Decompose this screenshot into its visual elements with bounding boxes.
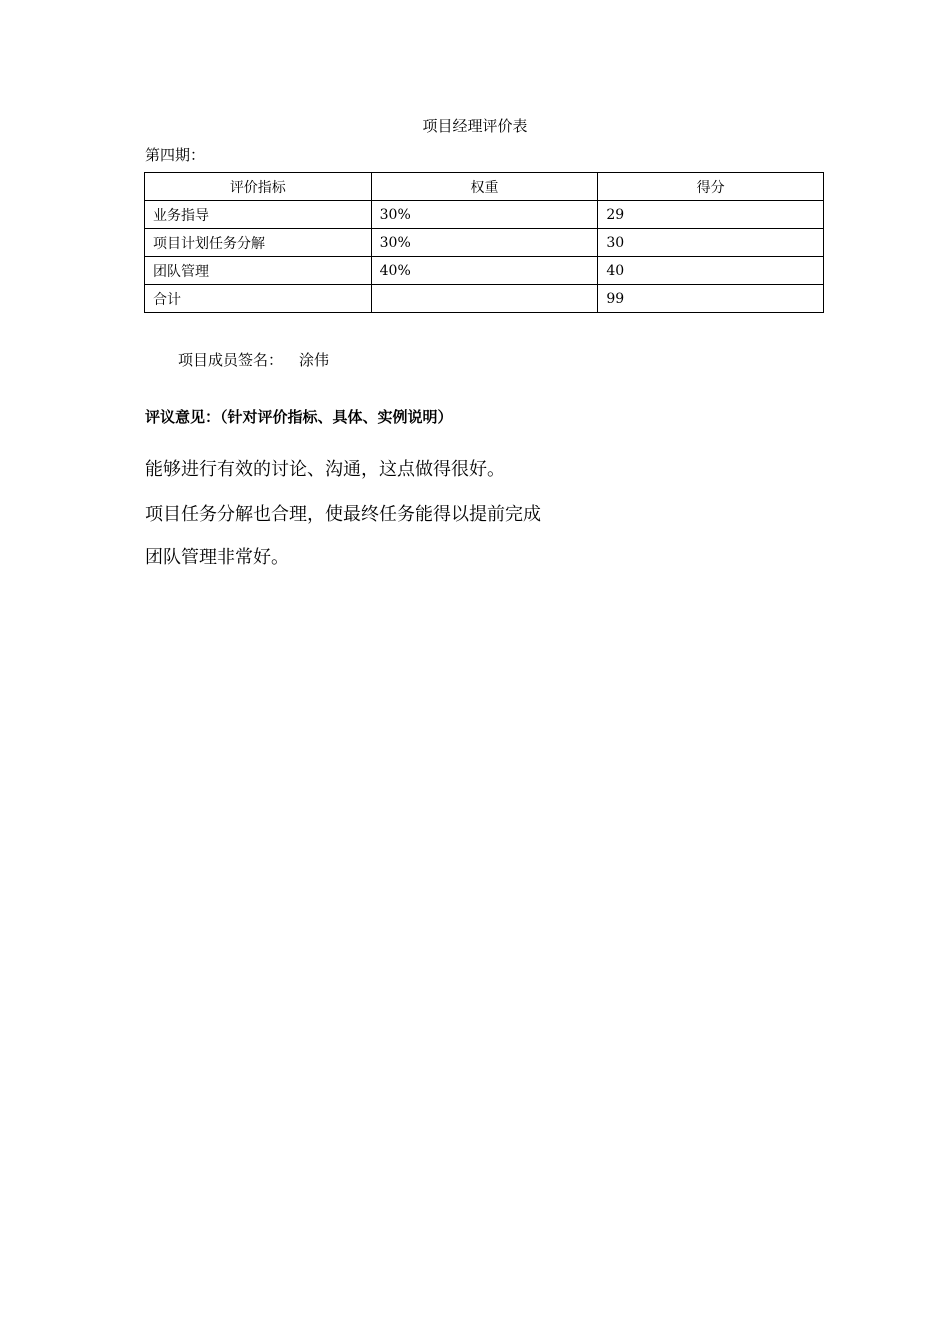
cell-indicator: 合计 — [145, 285, 372, 313]
cell-weight: 30% — [371, 229, 598, 257]
review-heading: 评议意见：（针对评价指标、具体、实例说明） — [145, 408, 453, 426]
cell-indicator: 业务指导 — [145, 201, 372, 229]
signature-name: 涂伟 — [299, 351, 330, 369]
review-comment: 能够进行有效的讨论、沟通，这点做得很好。 — [145, 459, 505, 480]
table-row-total — [145, 285, 824, 313]
header-weight: 权重 — [371, 173, 598, 201]
review-comment: 团队管理非常好。 — [145, 547, 289, 568]
table-header-row — [145, 173, 824, 201]
table-row — [145, 257, 824, 285]
cell-indicator: 项目计划任务分解 — [145, 229, 372, 257]
document-title: 项目经理评价表 — [422, 117, 528, 135]
cell-score: 99 — [598, 285, 824, 313]
signature-line — [178, 350, 329, 370]
cell-weight: 30% — [371, 201, 598, 229]
signature-label: 项目成员签名： — [178, 351, 284, 369]
cell-weight: 40% — [371, 257, 598, 285]
table-row — [145, 229, 824, 257]
evaluation-table — [144, 172, 824, 313]
cell-score: 30 — [598, 229, 824, 257]
header-indicator: 评价指标 — [145, 173, 372, 201]
header-score: 得分 — [598, 173, 824, 201]
cell-score: 29 — [598, 201, 824, 229]
table-row — [145, 201, 824, 229]
cell-score: 40 — [598, 257, 824, 285]
review-comment: 项目任务分解也合理，使最终任务能得以提前完成 — [145, 504, 541, 525]
cell-indicator: 团队管理 — [145, 257, 372, 285]
cell-weight — [371, 285, 598, 313]
period-label: 第四期： — [145, 146, 206, 164]
